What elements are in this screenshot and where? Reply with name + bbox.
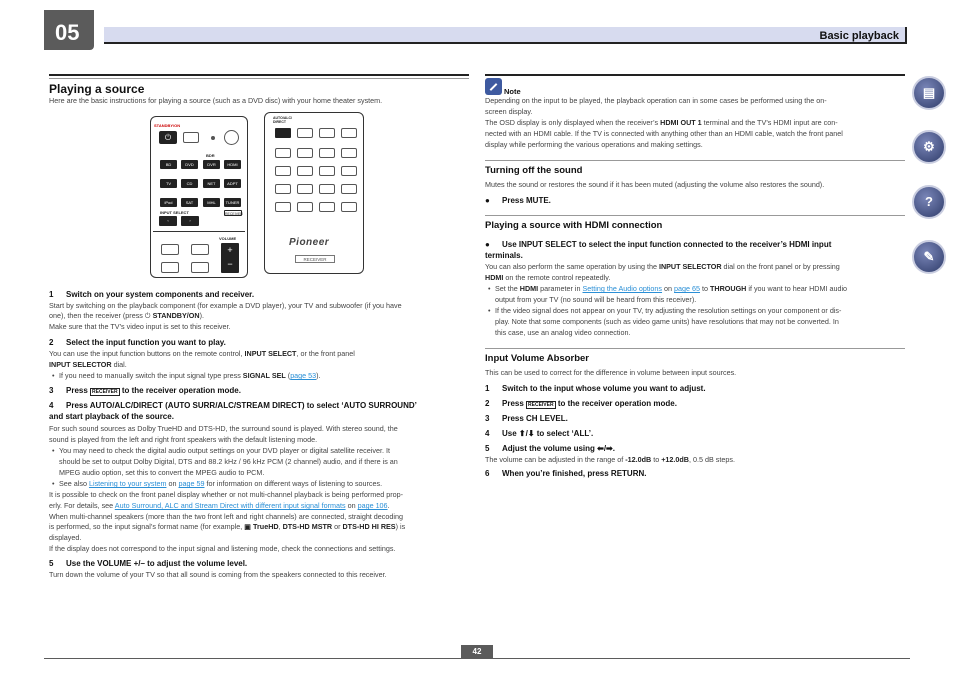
dolby-icon: ▣ bbox=[244, 522, 254, 531]
step-label: Press CH LEVEL. bbox=[502, 414, 568, 423]
note-text-5: display while performing the various operations and making settings. bbox=[485, 140, 703, 149]
faq-glyph: ? bbox=[925, 194, 933, 210]
step4-text-4: erly. For details, see Auto Surround, ALC and Stream Direct with different input signal formats on page 106. bbox=[49, 501, 390, 510]
volume-label: VOLUME bbox=[219, 236, 237, 241]
text-run: to bbox=[651, 455, 662, 464]
receiver-mode-label: RECEIVER bbox=[295, 255, 335, 263]
audio-options-link[interactable]: Setting the Audio options bbox=[582, 284, 663, 293]
standby-label: STANDBY/ON bbox=[154, 123, 181, 128]
turning-off-title: Turning off the sound bbox=[485, 165, 583, 176]
section-header-bar bbox=[104, 27, 907, 44]
step4-text-8: If the display does not correspond to the input signal and listening mode, check the connections and settings. bbox=[49, 544, 396, 553]
page-title: Playing a source bbox=[49, 82, 145, 96]
remote-cd: CD bbox=[181, 179, 198, 188]
section-title: Basic playback bbox=[819, 30, 899, 42]
hdmi-step-line2: terminals. bbox=[485, 251, 523, 260]
text-run: , 0.5 dB steps. bbox=[689, 455, 735, 464]
iva-step-6 bbox=[485, 468, 646, 480]
pioneer-logo: Pioneer bbox=[289, 237, 330, 248]
text-bold: HDMI bbox=[485, 273, 504, 282]
step4-text-5: When multi-channel speakers (more than the two front left and right channels) are connected, straight decoding bbox=[49, 512, 403, 521]
text-run: is performed, so the input signal’s format name (for example, bbox=[49, 522, 245, 531]
hdmi-text-2 bbox=[485, 273, 610, 284]
text-bold: STANDBY/ON bbox=[152, 311, 200, 320]
step-label: Press AUTO/ALC/DIRECT (AUTO SURR/ALC/STREAM DIRECT) to select ‘AUTO SURROUND’ bbox=[66, 401, 417, 410]
auto-surround-link[interactable]: Auto Surround, ALC and Stream Direct with different input signal formats bbox=[114, 501, 346, 510]
step4-bullet-1a: • You may need to check the digital audio output settings on your DVD player or digital satellite receiver. It bbox=[49, 446, 390, 457]
text-run: parameter in bbox=[538, 284, 583, 293]
hdmi-bullet-2-line2: play. Note that some components (such as video game units) have resolutions that may not be converted. In bbox=[495, 317, 839, 326]
remote-key bbox=[319, 148, 335, 158]
text-bold: TrueHD bbox=[253, 522, 279, 531]
remote-key bbox=[161, 244, 179, 255]
step-number: 1 bbox=[49, 290, 54, 299]
text-run: dial. bbox=[111, 360, 127, 369]
step-number: 1 bbox=[485, 384, 490, 393]
text-run: Press bbox=[502, 399, 527, 408]
step-number: 4 bbox=[485, 429, 490, 438]
page-link[interactable]: page 59 bbox=[178, 479, 205, 488]
text-bold: INPUT SELECT bbox=[244, 349, 297, 358]
page-number: 42 bbox=[461, 645, 493, 659]
book-glyph: ▤ bbox=[922, 85, 936, 101]
text-run: erly. For details, see bbox=[49, 501, 115, 510]
text-run: for information on different ways of listening to sources. bbox=[204, 479, 383, 488]
remote-dvd: DVD bbox=[181, 160, 198, 169]
section-rule bbox=[485, 215, 905, 216]
iva-text-2 bbox=[485, 455, 735, 466]
remote-key bbox=[341, 148, 357, 158]
step-label: When you’re finished, press RETURN. bbox=[502, 469, 647, 478]
remote-key bbox=[319, 184, 335, 194]
step4-bullet-2 bbox=[49, 479, 382, 490]
text-bold: DTS-HD HI RES bbox=[342, 522, 396, 531]
hdmi-bullet-1-line2: output from your TV (no sound will be heard from this receiver). bbox=[495, 295, 697, 304]
text-run: terminal and the TV’s HDMI input are con- bbox=[701, 118, 838, 127]
text-run: Adjust the volume using bbox=[502, 444, 598, 453]
input-select-right: › bbox=[181, 216, 199, 226]
text-run: ). bbox=[199, 311, 204, 320]
step-label: Use the VOLUME +/– to adjust the volume level. bbox=[66, 559, 248, 568]
remote-key bbox=[297, 128, 313, 138]
step-number: 2 bbox=[49, 338, 54, 347]
remote-key bbox=[191, 262, 209, 273]
text-bold: -12.0dB bbox=[625, 455, 652, 464]
mute-step bbox=[485, 195, 551, 207]
step-number: 3 bbox=[485, 414, 490, 423]
step4-text-3: It is possible to check on the front panel display whether or not multi-channel playback is being performed prop- bbox=[49, 490, 403, 499]
faq-icon[interactable] bbox=[912, 185, 946, 219]
text-run: one), then the receiver (press bbox=[49, 311, 145, 320]
iva-step-2 bbox=[485, 398, 677, 410]
text-bold: +12.0dB bbox=[661, 455, 689, 464]
intro-text: Here are the basic instructions for playing a source (such as a DVD disc) with your home theater system. bbox=[49, 96, 383, 105]
text-run: , or the front panel bbox=[296, 349, 355, 358]
step4-text-1: For such sound sources as Dolby TrueHD and DTS-HD, the surround sound is played. With stereo sound, the bbox=[49, 424, 398, 433]
remote-key bbox=[297, 202, 313, 212]
remote-key bbox=[319, 202, 335, 212]
remote-key bbox=[319, 166, 335, 176]
remote-key bbox=[319, 128, 335, 138]
text-bold: SIGNAL SEL bbox=[242, 371, 286, 380]
text-bold: HDMI bbox=[519, 284, 539, 293]
index-icon[interactable] bbox=[912, 240, 946, 274]
standby-power-icon: ⏻ bbox=[144, 311, 153, 320]
receiver-tag: RECEIVER bbox=[528, 402, 554, 408]
note-text-1: Depending on the input to be played, the playback operation can in some cases be performed using the on- bbox=[485, 96, 827, 105]
remote-hdmi: HDMI bbox=[224, 160, 241, 169]
remote-key bbox=[341, 166, 357, 176]
bullet-dot: ● bbox=[485, 240, 490, 249]
iva-text-1: This can be used to correct for the difference in volume between input sources. bbox=[485, 368, 737, 377]
iva-step-3 bbox=[485, 413, 568, 425]
section-rule bbox=[485, 160, 905, 161]
receiver-tag: RECEIVER bbox=[92, 389, 118, 395]
text-run: You can use the input function buttons on the remote control, bbox=[49, 349, 245, 358]
text-run: The OSD display is only displayed when the receiver’s bbox=[485, 118, 661, 127]
text-run: If you need to manually switch the input signal type press bbox=[59, 371, 243, 380]
note-label: Note bbox=[504, 87, 521, 96]
remote-dvr: DVR bbox=[203, 160, 220, 169]
text-run: on bbox=[345, 501, 358, 510]
text-run: ) is bbox=[395, 522, 406, 531]
remote-key bbox=[275, 148, 291, 158]
page-link[interactable]: page 53 bbox=[290, 371, 317, 380]
hdmi-bullet-2: • If the video signal does not appear on your TV, try adjusting the resolution settings on your component or dis- bbox=[485, 306, 841, 317]
text-bold: INPUT SELECTOR bbox=[658, 262, 722, 271]
text-bold: THROUGH bbox=[710, 284, 747, 293]
input-select-label: INPUT SELECT bbox=[160, 210, 189, 215]
remote-illustration-left bbox=[150, 116, 248, 278]
text-run: dial on the front panel or by pressing bbox=[721, 262, 840, 271]
remote-net: NET bbox=[203, 179, 220, 188]
remote-key bbox=[297, 166, 313, 176]
remote-key bbox=[275, 202, 291, 212]
step-number: 3 bbox=[49, 386, 54, 395]
text-run: on bbox=[662, 284, 675, 293]
turning-off-text: Mutes the sound or restores the sound if it has been muted (adjusting the volume also restores the sound). bbox=[485, 180, 825, 189]
text-run: Set the bbox=[495, 284, 520, 293]
step-label: Select the input function you want to play. bbox=[66, 338, 226, 347]
note-icon bbox=[485, 78, 502, 95]
hdmi-bullet-2-line3: this case, use an analog video connection. bbox=[495, 328, 631, 337]
text-run: to the receiver operation mode. bbox=[119, 386, 241, 395]
remote-key bbox=[297, 184, 313, 194]
connections-glyph: ⚙ bbox=[923, 139, 935, 155]
remote-ipod: iPod bbox=[160, 198, 177, 207]
step-4-line2: and start playback of the source. bbox=[49, 412, 174, 421]
step-number: 5 bbox=[485, 444, 490, 453]
text-run: Use bbox=[502, 429, 519, 438]
text-run: if you want to hear HDMI audio bbox=[746, 284, 848, 293]
step4-bullet-1b: should be set to output Dolby Digital, DTS and 88.2 kHz / 96 kHz PCM (2 channel) audio, and if there is an bbox=[59, 457, 398, 466]
remote-key bbox=[161, 262, 179, 273]
text-run: Press bbox=[66, 386, 91, 395]
remote-receiver-key: RECEIVER bbox=[225, 212, 243, 216]
text-run: The volume can be adjusted in the range of bbox=[485, 455, 626, 464]
step-number: 4 bbox=[49, 401, 54, 410]
remote-illustration-right bbox=[264, 112, 364, 274]
step2-bullet: • If you need to manually switch the input signal type press SIGNAL SEL (page 53). bbox=[49, 371, 321, 382]
auto-alc-direct-label: AUTO/ALC/ DIRECT bbox=[273, 116, 292, 124]
remote-tuner: TUNER bbox=[225, 200, 240, 205]
text-run: or bbox=[332, 522, 343, 531]
step4-bullet-1c: MPEG audio option, set this to convert the MPEG audio to PCM. bbox=[59, 468, 265, 477]
step-number: 2 bbox=[485, 399, 490, 408]
step5-text: Turn down the volume of your TV so that all sound is coming from the speakers connected to this receiver. bbox=[49, 570, 387, 579]
iva-step-1 bbox=[485, 383, 706, 395]
iva-step-5 bbox=[485, 443, 615, 455]
connections-icon[interactable] bbox=[912, 130, 946, 164]
remote-key bbox=[341, 128, 357, 138]
section-rule bbox=[485, 348, 905, 349]
text-run: You can also perform the same operation by using the bbox=[485, 262, 659, 271]
listening-link[interactable]: Listening to your system bbox=[88, 479, 167, 488]
volume-minus: − bbox=[227, 259, 233, 269]
remote-key bbox=[341, 202, 357, 212]
remote-key bbox=[341, 184, 357, 194]
hdmi-title: Playing a source with HDMI connection bbox=[485, 220, 663, 231]
auto-alc-direct-button bbox=[275, 128, 291, 138]
remote-key bbox=[275, 166, 291, 176]
volume-plus: + bbox=[227, 245, 233, 255]
text-run: on bbox=[166, 479, 179, 488]
step-label: Switch to the input whose volume you want to adjust. bbox=[502, 384, 706, 393]
volume-rocker bbox=[221, 243, 239, 273]
chapter-number: 05 bbox=[55, 20, 80, 45]
step-label: Switch on your system components and receiver. bbox=[66, 290, 255, 299]
arrow-up-down-icon: ⬆/⬇ bbox=[518, 429, 535, 438]
step4-text-6: is performed, so the input signal’s format name (for example, ▣ TrueHD, DTS-HD MSTR or DTS-HD HI RES) is bbox=[49, 522, 406, 531]
hdmi-step bbox=[485, 239, 831, 251]
text-bold: DTS-HD MSTR bbox=[282, 522, 333, 531]
step-label: Use INPUT SELECT to select the input function connected to the receiver’s HDMI input bbox=[502, 240, 832, 249]
step-5 bbox=[49, 558, 247, 570]
text-bold: HDMI OUT 1 bbox=[660, 118, 702, 127]
step4-text-7: displayed. bbox=[49, 533, 82, 542]
step2-text-1 bbox=[49, 349, 355, 360]
remote-tv: TV bbox=[160, 179, 177, 188]
bdr-label: BDR bbox=[206, 153, 215, 158]
remote-mhl: MHL bbox=[203, 198, 220, 207]
step1-text-2 bbox=[49, 311, 204, 322]
iva-title: Input Volume Absorber bbox=[485, 353, 589, 364]
bullet-dot: ● bbox=[485, 196, 490, 205]
iva-step-4 bbox=[485, 428, 593, 440]
text-bold: INPUT SELECTOR bbox=[49, 360, 112, 369]
note-text-3 bbox=[485, 118, 838, 129]
hdmi-text-1 bbox=[485, 262, 840, 273]
index-glyph: ✎ bbox=[923, 249, 935, 265]
page-link[interactable]: page 106 bbox=[357, 501, 388, 510]
left-column-rule bbox=[49, 74, 469, 76]
book-icon[interactable] bbox=[912, 76, 946, 110]
text-run: to bbox=[700, 284, 711, 293]
left-column-rule-thin bbox=[49, 78, 469, 79]
step4-text-2: sound is played from the left and right front speakers with the default listening mode. bbox=[49, 435, 318, 444]
remote-key bbox=[191, 244, 209, 255]
remote-divider bbox=[153, 231, 245, 232]
step2-text-2 bbox=[49, 360, 127, 371]
remote-sat: SAT bbox=[181, 198, 198, 207]
hdmi-bullet-1 bbox=[485, 284, 847, 295]
input-select-left: ‹ bbox=[159, 216, 177, 226]
text-run: to the receiver operation mode. bbox=[555, 399, 677, 408]
note-text-4: nected with an HDMI cable. If the TV is connected with anything other than an HDMI cable, watch the front panel bbox=[485, 129, 843, 138]
right-column-rule bbox=[485, 74, 905, 76]
power-button: ⏻ bbox=[159, 131, 177, 144]
arrow-left-right-icon: ⬅/➡. bbox=[597, 444, 615, 453]
remote-key bbox=[297, 148, 313, 158]
step1-text-3: Make sure that the TV’s video input is set to this receiver. bbox=[49, 322, 231, 331]
text-run: See also bbox=[59, 479, 89, 488]
remote-adpt: ADPT bbox=[224, 179, 241, 188]
step-1 bbox=[49, 289, 254, 301]
page-link[interactable]: page 65 bbox=[674, 284, 701, 293]
step-3 bbox=[49, 385, 241, 397]
remote-key bbox=[224, 130, 239, 145]
remote-led bbox=[211, 136, 215, 140]
note-text-2: screen display. bbox=[485, 107, 533, 116]
remote-bd: BD bbox=[160, 160, 177, 169]
step-label: Press MUTE. bbox=[502, 196, 551, 205]
step1-text-1: Start by switching on the playback component (for example a DVD player), your TV and subwoofer (if you have bbox=[49, 301, 402, 310]
footer-rule bbox=[44, 658, 910, 659]
step-number: 5 bbox=[49, 559, 54, 568]
remote-key bbox=[275, 184, 291, 194]
text-run: on the remote control repeatedly. bbox=[503, 273, 611, 282]
text-run: to select ‘ALL’. bbox=[534, 429, 594, 438]
remote-key bbox=[183, 132, 199, 143]
step-number: 6 bbox=[485, 469, 490, 478]
step-2 bbox=[49, 337, 226, 349]
